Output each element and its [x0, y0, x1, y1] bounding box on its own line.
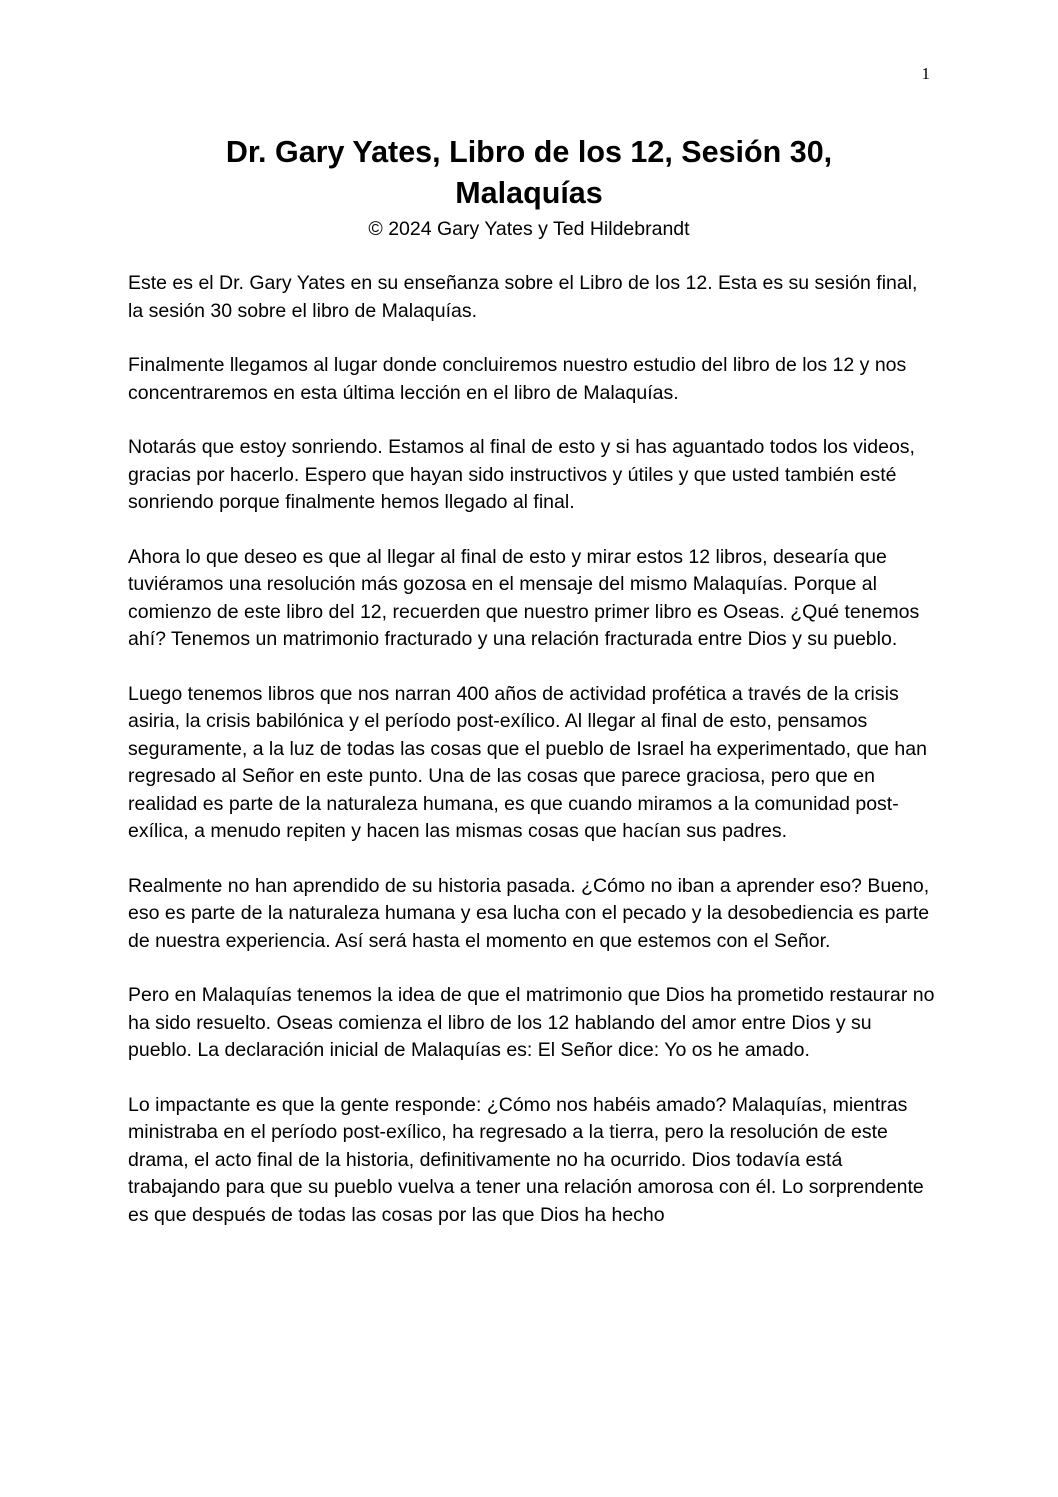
paragraph: Realmente no han aprendido de su historia pasada. ¿Cómo no iban a aprender eso? Bueno, eso es parte de la naturaleza humana y esa lucha con el pecado y la desobediencia es parte de nuestra experiencia. Así será hasta el momento en que estemos con el Señor. — [128, 874, 930, 952]
paragraph: Notarás que estoy sonriendo. Estamos al final de esto y si has aguantado todos los videos, gracias por hacerlo. Espero que hayan sido instructivos y útiles y que usted también esté sonriendo porque finalmente hemos llegado al final. — [128, 436, 915, 513]
title-line-1: Dr. Gary Yates, Libro de los 12, Sesión 30, — [225, 135, 833, 169]
paragraph: Este es el Dr. Gary Yates en su enseñanza sobre el Libro de los 12. Esta es su sesión final, la sesión 30 sobre el libro de Malaquías. — [128, 272, 918, 322]
paragraph: Finalmente llegamos al lugar donde concluiremos nuestro estudio del libro de los 12 y nos concentraremos en esta última lección en el libro de Malaquías. — [128, 354, 907, 404]
paragraph: Pero en Malaquías tenemos la idea de que el matrimonio que Dios ha prometido restaurar no ha sido resuelto. Oseas comienza el libro de los 12 hablando del amor entre Dios y su pueblo. La declaración inicial de Malaquías es: El Señor dice: Yo os he amado. — [128, 984, 935, 1061]
document-body — [128, 270, 938, 1256]
page-number: 1 — [921, 64, 930, 83]
paragraph: Ahora lo que deseo es que al llegar al final de esto y mirar estos 12 libros, desearía que tuviéramos una resolución más gozosa en el mensaje del mismo Malaquías. Porque al comienzo de este libro del 12, recuerden que nuestro primer libro es Oseas. ¿Qué tenemos ahí? Tenemos un matrimonio fracturado y una relación fracturada entre Dios y su pueblo. — [128, 545, 920, 650]
document-title — [128, 132, 930, 214]
copyright-notice: © 2024 Gary Yates y Ted Hildebrandt — [368, 218, 690, 240]
paragraph: Luego tenemos libros que nos narran 400 años de actividad profética a través de la crisis asiria, la crisis babilónica y el período post-exílico. Al llegar al final de esto, pensamos seguramente, a la luz de todas las cosas que el pueblo de Israel ha experimentado, que han regresado al Señor en este punto. Una de las cosas que parece graciosa, pero que en realidad es parte de la naturaleza humana, es que cuando miramos a la comunidad post-exílica, a menudo repiten y hacen las mismas cosas que hacían sus padres. — [128, 682, 927, 842]
title-line-2: Malaquías — [455, 176, 603, 210]
paragraph: Lo impactante es que la gente responde: ¿Cómo nos habéis amado? Malaquías, mientras ministraba en el período post-exílico, ha regresado a la tierra, pero la resolución de este drama, el acto final de la historia, definitivamente no ha ocurrido. Dios todavía está trabajando para que su pueblo vuelva a tener una relación amorosa con él. Lo sorprendente es que después de todas las cosas por las que Dios ha hecho — [128, 1093, 924, 1226]
